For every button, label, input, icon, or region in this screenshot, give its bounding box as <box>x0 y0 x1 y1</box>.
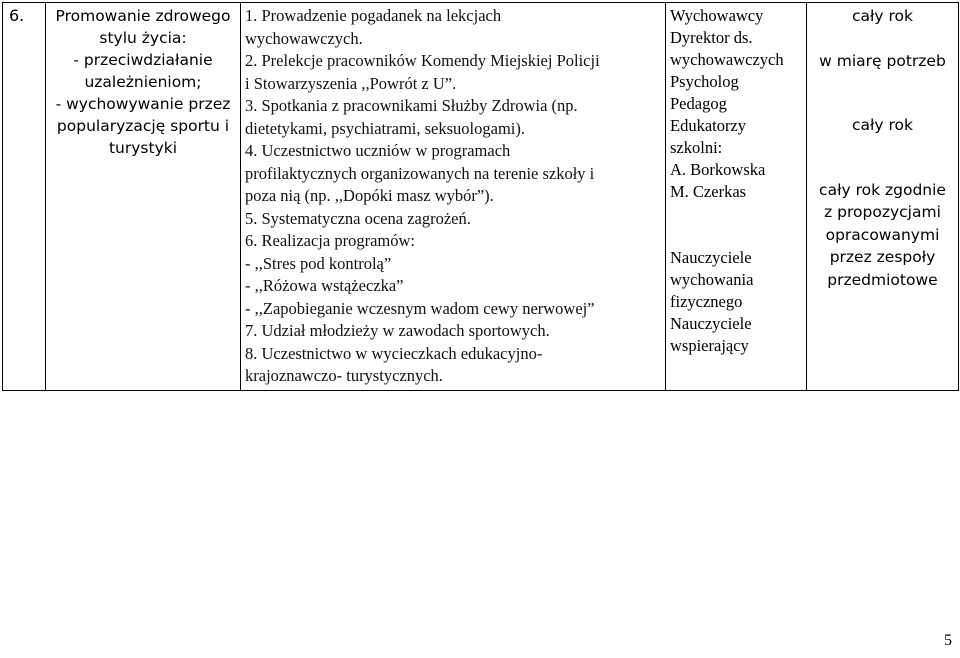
term-line: w miarę potrzeb <box>819 51 946 70</box>
goal-line: Promowanie zdrowego <box>55 7 231 25</box>
task-line: 8. Uczestnictwo w wycieczkach edukacyjno- <box>245 343 543 363</box>
goal-line: uzależnieniom; <box>84 73 202 91</box>
task-line: 6. Realizacja programów: <box>245 231 415 250</box>
task-line: krajoznawczo- turystycznych. <box>245 366 443 385</box>
tasks-cell <box>241 3 666 391</box>
spacer <box>811 159 954 179</box>
responsible-line: Wychowawcy <box>670 6 764 25</box>
task-line: 5. Systematyczna ocena zagrożeń. <box>245 208 471 228</box>
goal-line: - wychowywanie przez <box>55 95 231 113</box>
task-line: poza nią (np. ,,Dopóki masz wybór”). <box>245 186 494 205</box>
task-line: 2. Prelekcje pracowników Komendy Miejskiej Policji <box>245 51 600 70</box>
term-line: przez zespoły <box>829 248 936 266</box>
task-line: 1. Prowadzenie pogadanek na lekcjach <box>245 6 502 25</box>
task-line: 4. Uczestnictwo uczniów w programach <box>245 141 511 160</box>
term-line: opracowanymi <box>825 225 940 244</box>
responsible-line: Nauczyciele <box>670 248 752 267</box>
goal-line: - przeciwdziałanie <box>73 51 213 69</box>
term-line: przedmiotowe <box>827 270 938 289</box>
responsible-line: wychowawczych <box>670 50 784 69</box>
row-number: 6. <box>3 3 46 391</box>
spacer <box>670 225 802 247</box>
responsible-line: fizycznego <box>670 292 743 311</box>
goal-line: turystyki <box>108 139 178 157</box>
responsible-line: Dyrektor ds. <box>670 28 753 47</box>
task-line: 3. Spotkania z pracownikami Służby Zdrowia (np. <box>245 96 578 115</box>
responsible-line: wspierający <box>670 336 749 355</box>
task-line: profilaktycznych organizowanych na terenie szkoły i <box>245 163 595 183</box>
spacer <box>811 137 954 159</box>
term-line: cały rok zgodnie <box>819 180 946 199</box>
responsible-line: Nauczyciele <box>670 314 752 333</box>
term-line: z propozycjami <box>824 203 941 221</box>
responsible-line: A. Borkowska <box>670 160 766 179</box>
responsible-line: Edukatorzy <box>670 116 747 135</box>
responsible-line: wychowania <box>670 270 754 289</box>
goal-line: popularyzację sportu i <box>56 117 230 135</box>
responsible-line: M. Czerkas <box>670 182 747 201</box>
goal-line: stylu życia: <box>99 29 187 47</box>
task-line: - ,,Stres pod kontrolą” <box>245 253 392 273</box>
spacer <box>811 94 954 114</box>
task-line: - ,,Zapobieganie wczesnym wadom cewy nerwowej” <box>245 298 595 318</box>
responsible-line: Psycholog <box>670 72 739 91</box>
program-table <box>2 2 959 391</box>
responsible-line: szkolni: <box>670 138 723 157</box>
task-line: i Stowarzyszenia ,,Powrót z U”. <box>245 73 457 93</box>
task-line: dietetykami, psychiatrami, seksuologami). <box>245 118 525 138</box>
responsible-cell <box>666 3 807 391</box>
spacer <box>811 72 954 94</box>
table-row <box>3 3 959 391</box>
task-line: wychowawczych. <box>245 28 363 48</box>
spacer <box>811 28 954 50</box>
page-number: 5 <box>944 632 952 649</box>
task-line: 7. Udział młodzieży w zawodach sportowych. <box>245 321 550 340</box>
task-line: - ,,Różowa wstążeczka” <box>245 276 404 295</box>
responsible-line: Pedagog <box>670 94 727 113</box>
term-line: cały rok <box>851 7 914 25</box>
goal-cell <box>46 3 241 391</box>
spacer <box>670 203 802 225</box>
term-line: cały rok <box>851 116 914 134</box>
term-cell <box>807 3 959 391</box>
